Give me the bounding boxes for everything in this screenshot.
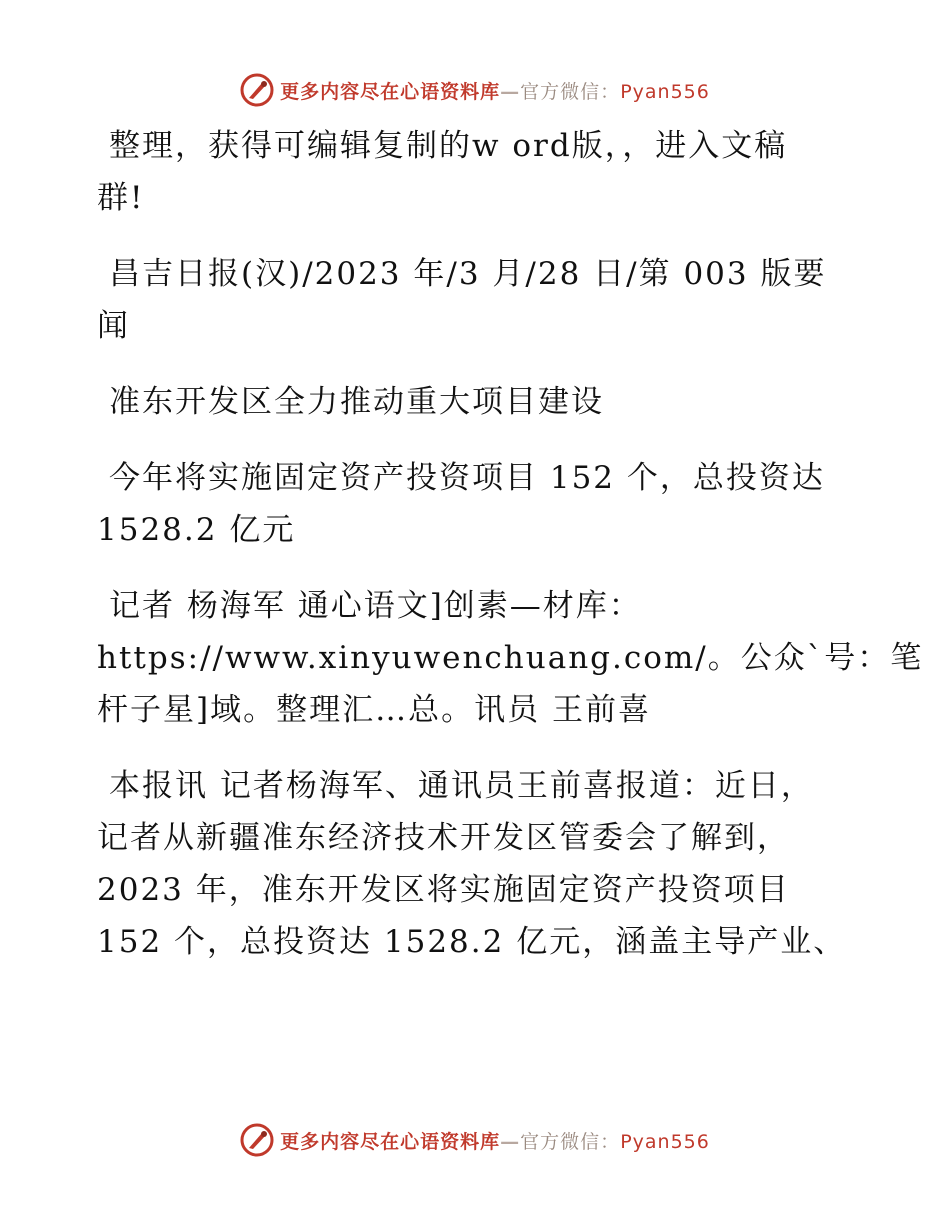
watermark-wechat-label: 官方微信：: [520, 80, 621, 103]
text-line: 杆子星]域。整理汇…总。讯员 王前喜: [97, 692, 651, 728]
paragraph-body: [97, 760, 857, 968]
text-line: 本报讯 记者杨海军、通讯员王前喜报道：近日，: [109, 768, 814, 804]
text-line: 闻: [97, 308, 130, 344]
text-line: 记者从新疆准东经济技术开发区管委会了解到，: [97, 820, 790, 856]
watermark-main: 更多内容尽在心语资料库: [280, 1130, 501, 1153]
text-line: https://www.xinyuwenchuang.com/。公众`号：笔: [97, 640, 924, 676]
text-line: 准东开发区全力推动重大项目建设: [109, 384, 604, 420]
text-line: 记者 杨海军 通心语文]创素—材库：: [109, 588, 642, 624]
text-line: 整理，获得可编辑复制的w ord版，，进入文稿: [109, 128, 788, 164]
footer-watermark: [0, 1120, 950, 1160]
quill-logo-icon: [240, 1123, 274, 1157]
text-line: 昌吉日报(汉)/2023 年/3 月/28 日/第 003 版要: [109, 256, 827, 292]
header-watermark: [0, 70, 950, 110]
watermark-text: [280, 77, 710, 104]
paragraph-headline: [97, 376, 857, 428]
watermark-account: Pyan556: [620, 1130, 710, 1153]
text-line: 2023 年，准东开发区将实施固定资产投资项目: [97, 872, 790, 908]
watermark-dash: —: [500, 80, 521, 103]
paragraph-source: [97, 248, 857, 352]
document-body: [97, 120, 924, 992]
paragraph-intro: [97, 120, 857, 224]
watermark-dash: —: [500, 1130, 521, 1153]
watermark-wechat-label: 官方微信：: [520, 1130, 621, 1153]
watermark-text: [280, 1127, 710, 1154]
text-line: 1528.2 亿元: [97, 512, 296, 548]
text-line: 今年将实施固定资产投资项目 152 个，总投资达: [109, 460, 825, 496]
paragraph-subheadline: [97, 452, 857, 556]
watermark-main: 更多内容尽在心语资料库: [280, 80, 501, 103]
quill-logo-icon: [240, 73, 274, 107]
watermark-account: Pyan556: [620, 80, 710, 103]
text-line: 152 个，总投资达 1528.2 亿元，涵盖主导产业、: [97, 924, 847, 960]
text-line: 群!: [97, 180, 145, 216]
paragraph-byline: [97, 580, 924, 736]
